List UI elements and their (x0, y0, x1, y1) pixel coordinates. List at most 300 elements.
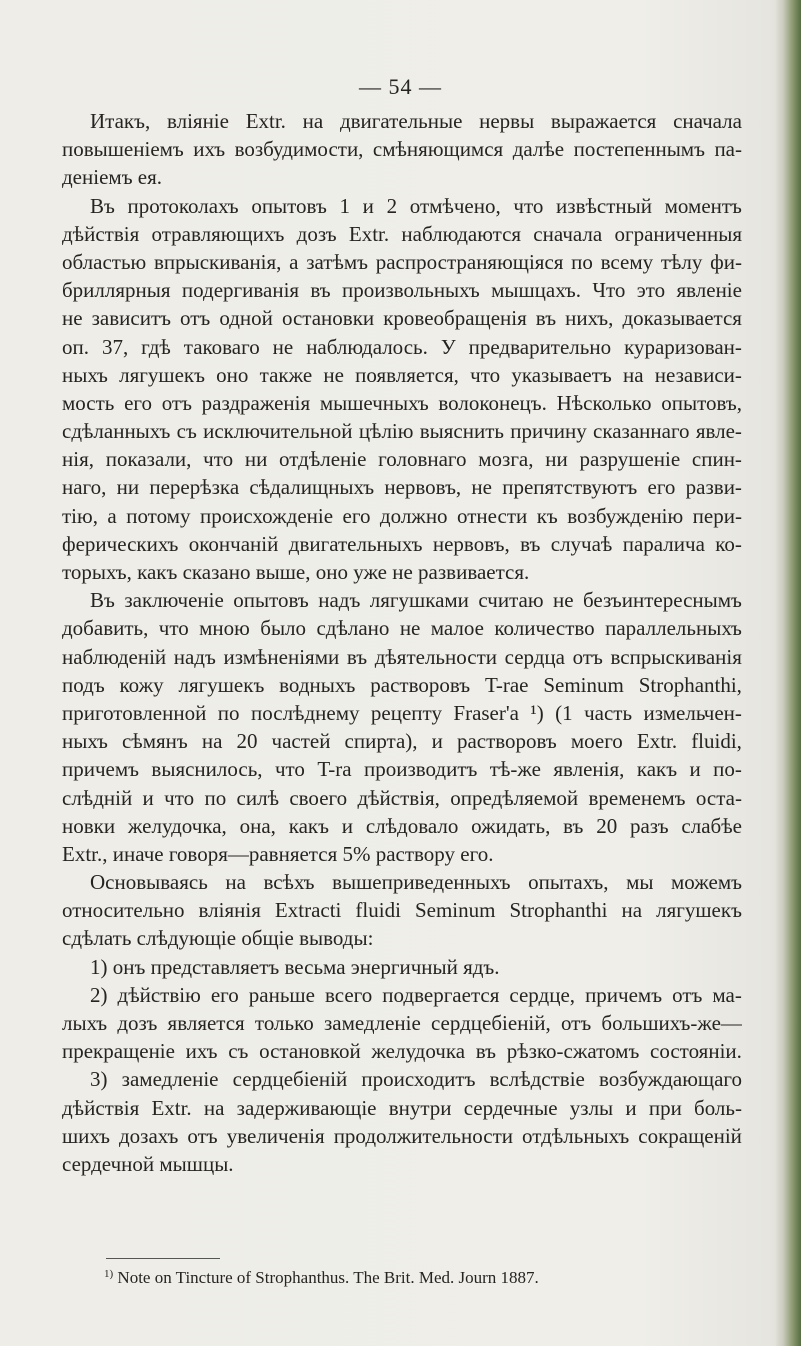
word: Что (592, 278, 626, 303)
word: таковаго (183, 334, 260, 359)
word: шихъ (62, 1123, 110, 1148)
word: желудочка (371, 1039, 466, 1064)
word: дѣйствію (117, 982, 201, 1007)
word: внутри (388, 1095, 452, 1120)
word: временемъ (588, 785, 686, 810)
word: всему (600, 249, 654, 274)
word: растворовъ (456, 729, 557, 754)
word: T-ra (317, 757, 352, 782)
word: постепеннымъ (573, 137, 705, 162)
word: явле- (695, 419, 742, 444)
word: цѣлію (358, 419, 414, 444)
word: сначала (673, 109, 742, 133)
text-line (62, 1037, 742, 1065)
word: отъ (572, 644, 603, 669)
word: Основываясь (90, 870, 208, 895)
line-text: деніемъ ея. (62, 165, 163, 190)
word: лягушекъ (656, 898, 742, 923)
word: тѣлу (660, 249, 703, 274)
word: не (62, 306, 83, 331)
text-line (62, 304, 742, 332)
word: подъ (62, 672, 105, 697)
word: дозъ (117, 1011, 158, 1035)
word: па- (714, 137, 742, 162)
text-line (62, 671, 742, 699)
word: отъ (560, 1011, 592, 1035)
word: прекращеніе (62, 1039, 175, 1064)
text-line (62, 220, 742, 248)
word: по (571, 249, 593, 274)
word: сердца (504, 644, 565, 669)
word: спин- (691, 447, 742, 472)
footnote (104, 1262, 744, 1290)
text-line (62, 868, 742, 896)
word: Seminum (543, 672, 624, 697)
word: отъ (187, 1123, 218, 1148)
word: замедленіе (323, 1011, 421, 1035)
text-line (62, 135, 742, 163)
word: сѣдалищныхъ (249, 475, 375, 500)
word: количество (494, 616, 595, 641)
text-line (62, 473, 742, 501)
word: перерѣзка (149, 475, 240, 500)
word: (1 (555, 700, 573, 725)
word: наблюденій (62, 644, 167, 669)
text-line (62, 1065, 742, 1093)
text-line (62, 1150, 742, 1178)
word: оста- (695, 785, 742, 810)
word: Extr. (348, 221, 390, 246)
word: опредѣляемой (450, 785, 579, 810)
word: не (272, 334, 294, 359)
word: потому (126, 503, 191, 528)
text-line (62, 953, 742, 981)
word: сердцебіеній (232, 1067, 348, 1092)
word: отнести (457, 503, 528, 528)
word: не (323, 362, 344, 387)
word: большихъ-же— (601, 1011, 742, 1035)
word: мость (62, 390, 115, 415)
word: моментъ (664, 193, 742, 218)
word: препятствуютъ (502, 475, 638, 500)
word: окончаній (188, 531, 279, 556)
word: вышеприведенныхъ (332, 870, 511, 895)
word: ма- (712, 982, 742, 1007)
word: одной (219, 306, 273, 331)
word: опытовъ, (661, 390, 742, 415)
word: водныхъ (279, 672, 356, 697)
word: безъинтереснымъ (583, 588, 742, 613)
word: двигательныхъ (288, 531, 423, 556)
word: надъ (318, 588, 361, 613)
word: распространяющіяся (375, 249, 564, 274)
word: Въ (90, 588, 115, 613)
word: по- (713, 757, 742, 782)
word: лыхъ (62, 1011, 108, 1035)
word: рецепту (370, 700, 442, 725)
word: 2 (386, 193, 398, 218)
word: ни (116, 475, 140, 500)
word: выяснилось, (151, 757, 263, 782)
word: T-rae (484, 672, 529, 697)
word: на (302, 109, 324, 133)
word: независи- (654, 362, 742, 387)
word: а (107, 503, 117, 528)
word: fluidi, (691, 729, 742, 754)
word: можемъ (671, 870, 742, 895)
word: и (689, 757, 701, 782)
word: кровеобращенія (383, 306, 527, 331)
word: кураризован- (624, 334, 742, 359)
word: головнаго (378, 447, 467, 472)
word: дѣйствія, (357, 785, 440, 810)
word: заключеніе (124, 588, 224, 613)
word: тѣ-же (489, 757, 541, 782)
word: параллельныхъ (605, 616, 742, 641)
word: является (167, 1011, 245, 1035)
word: какъ (288, 813, 329, 838)
word: что (203, 447, 234, 472)
word: на (622, 362, 644, 387)
word: ферическихъ (62, 531, 179, 556)
word: причемъ (62, 757, 140, 782)
word: гдѣ (141, 334, 171, 359)
word: происхожденіе (199, 503, 334, 528)
word: Въ (90, 193, 115, 218)
word: Strophanthi (509, 898, 608, 923)
word: оп. (62, 334, 89, 359)
word: произвольныхъ (342, 278, 480, 303)
word: тію, (62, 503, 98, 528)
word: сказаннаго (593, 419, 690, 444)
word: подвергается (382, 982, 500, 1007)
word: всѣхъ (263, 870, 315, 895)
text-line (62, 1094, 742, 1122)
word: продолжительности (333, 1123, 514, 1148)
word: состояніи. (650, 1039, 742, 1064)
word: Extracti (274, 898, 342, 923)
word: дозъ (296, 221, 337, 246)
text-line (62, 586, 742, 614)
word: подергиванія (181, 278, 300, 303)
word: ¹) (530, 700, 544, 725)
word: ограниченныя (614, 221, 742, 246)
word: Нѣсколько (556, 390, 652, 415)
word: лягушекъ (178, 672, 265, 697)
text-line (62, 924, 742, 952)
word: сдѣлано (316, 616, 390, 641)
word: что (470, 362, 501, 387)
word: явленіе (676, 278, 742, 303)
text-line (62, 727, 742, 755)
page-number: — 54 — (359, 74, 442, 99)
text-line (62, 643, 742, 671)
word: 2) (90, 982, 108, 1007)
word: и (625, 1095, 637, 1120)
word: добавить, (62, 616, 149, 641)
text-line (62, 389, 742, 417)
word: фи- (710, 249, 742, 274)
word: въ (535, 306, 557, 331)
word: fluidi (355, 898, 401, 923)
word: происходитъ (361, 1067, 476, 1092)
text-line (62, 981, 742, 1009)
word: его (210, 982, 239, 1007)
word: случаѣ (550, 531, 613, 556)
footnote-text: Note on Tincture of Strophanthus. The Brit. Med. Journ 1887. (117, 1268, 539, 1287)
word: выяснить (419, 419, 504, 444)
word: разви- (685, 475, 742, 500)
word: желудочка, (127, 813, 227, 838)
word: выражается (550, 109, 657, 133)
footnote-rule (106, 1258, 220, 1259)
text-line (62, 248, 742, 276)
word: было (260, 616, 307, 641)
word: возбужденію (567, 503, 684, 528)
word: Strophanthi, (638, 672, 742, 697)
body-text (62, 107, 742, 1178)
text-line (62, 558, 742, 586)
word: нервовъ, (432, 531, 510, 556)
word: какъ (636, 757, 678, 782)
word: опытахъ, (528, 870, 609, 895)
word: сокращеній (638, 1123, 742, 1148)
word: и (341, 813, 354, 838)
word: малое (430, 616, 484, 641)
text-line (62, 192, 742, 220)
word: новки (62, 813, 116, 838)
word: послѣднему (250, 700, 360, 725)
word: паралича (622, 531, 705, 556)
word: измельчен- (643, 700, 742, 725)
word: задерживающіе (236, 1095, 377, 1120)
word: областью (62, 249, 147, 274)
word: наго, (62, 475, 107, 500)
word: протоколахъ (127, 193, 239, 218)
word: считаю (478, 588, 544, 613)
word: ныхъ (62, 362, 108, 387)
word: слѣдовало (365, 813, 459, 838)
word: ни (244, 447, 268, 472)
word: не (471, 475, 492, 500)
text-line (62, 896, 742, 924)
word: слѣдній (62, 785, 133, 810)
word: Extr. (636, 729, 678, 754)
word: только (254, 1011, 314, 1035)
word: узлы (569, 1095, 614, 1120)
word: появляется, (355, 362, 459, 387)
text-line (62, 276, 742, 304)
word: бриллярныя (62, 278, 171, 303)
word: нихъ, (565, 306, 614, 331)
text-line (62, 502, 742, 530)
word: и (431, 729, 443, 754)
word: въ (310, 278, 331, 303)
word: рѣзко-сжатомъ (506, 1039, 640, 1064)
line-text: сердечной мышцы. (62, 1151, 234, 1176)
word: Extr. (245, 109, 286, 133)
word: относительно (62, 898, 185, 923)
word: что (164, 785, 195, 810)
word: часть (584, 700, 633, 725)
word: растворовъ (370, 672, 471, 697)
word: не (552, 588, 574, 613)
word: на (203, 1095, 225, 1120)
word: сѣмянъ (121, 729, 188, 754)
word: замедленіе (121, 1067, 219, 1092)
text-line (62, 755, 742, 783)
word: остановки (281, 306, 375, 331)
word: ихъ (193, 137, 226, 162)
word: У (440, 334, 456, 359)
text-line (62, 784, 742, 812)
word: съ (176, 419, 197, 444)
word: спирта), (344, 729, 418, 754)
word: опытовъ (233, 588, 309, 613)
word: его (124, 390, 152, 415)
word: мы (626, 870, 654, 895)
word: повышеніемъ (62, 137, 184, 162)
word: силѣ (236, 785, 279, 810)
text-line (62, 840, 742, 868)
word: исключительной (203, 419, 353, 444)
word: вліянія (198, 898, 261, 923)
word: также (259, 362, 313, 387)
word: на (225, 870, 246, 895)
word: что (513, 193, 544, 218)
word: нія, (62, 447, 94, 472)
text-line (62, 530, 742, 558)
text-line (62, 1009, 742, 1037)
word: причину (510, 419, 587, 444)
word: оно (216, 362, 249, 387)
word: должно (379, 503, 448, 528)
word: наблюдаются (401, 221, 522, 246)
word: его (647, 475, 676, 500)
text-line (62, 699, 742, 727)
word: боль- (694, 1095, 742, 1120)
word: вслѣдствіе (489, 1067, 585, 1092)
word: двигательные (339, 109, 463, 133)
word: Fraser'a (453, 700, 519, 725)
word: ихъ (185, 1039, 218, 1064)
word: слабѣе (681, 813, 742, 838)
word: мною (199, 616, 250, 641)
word: всего (324, 982, 373, 1007)
text-line (62, 107, 742, 135)
word: 20 (236, 729, 258, 754)
word: и (142, 785, 154, 810)
word: измѣненіями (223, 644, 340, 669)
word: это (636, 278, 666, 303)
word: по (204, 785, 227, 810)
word: лягушекъ (119, 362, 205, 387)
word: пери- (692, 503, 742, 528)
word: дѣйствія (62, 1095, 140, 1120)
word: показали, (105, 447, 192, 472)
word: отъ (672, 982, 703, 1007)
word: возбудимости, (234, 137, 364, 162)
word: явленія, (553, 757, 625, 782)
word: причемъ (585, 982, 663, 1007)
word: отдѣленіе (279, 447, 367, 472)
line-text: Extr., иначе говоря—равняется 5% раствору его. (62, 841, 494, 866)
word: частей (271, 729, 331, 754)
word: кожу (119, 672, 164, 697)
word: ожидать, (471, 813, 551, 838)
page-spine-edge (775, 0, 801, 1346)
word: отмѣчено, (409, 193, 501, 218)
word: сдѣланныхъ (62, 419, 171, 444)
word: сначала (533, 221, 603, 246)
word: и (362, 193, 374, 218)
word: мышечныхъ (319, 390, 429, 415)
word: Extr. (151, 1095, 192, 1120)
word: его (342, 503, 371, 528)
word: остановкой (259, 1039, 361, 1064)
text-line (62, 163, 742, 191)
word: лягушками (369, 588, 469, 613)
word: отъ (180, 306, 211, 331)
word: вліяніе (166, 109, 229, 133)
word: сердце, (509, 982, 576, 1007)
word: къ (536, 503, 558, 528)
line-text: сдѣлать слѣдующіе общіе выводы: (62, 926, 374, 951)
word: сердцебіеній, (430, 1011, 551, 1035)
word: не (399, 616, 421, 641)
word: затѣмъ (306, 249, 368, 274)
word: далѣе (512, 137, 565, 162)
word: она, (239, 813, 276, 838)
word: дозахъ (119, 1123, 179, 1148)
word: ко- (715, 531, 742, 556)
word: мышцахъ. (491, 278, 581, 303)
word: ныхъ (62, 729, 108, 754)
text-line (62, 812, 742, 840)
word: разъ (629, 813, 669, 838)
line-text: торыхъ, какъ сказано выше, оно уже не развивается. (62, 560, 530, 584)
text-line (62, 417, 742, 445)
text-line (62, 361, 742, 389)
word: по (217, 700, 240, 725)
word: раздраженія (201, 390, 311, 415)
word: отдѣльныхъ (522, 1123, 630, 1148)
word: а (289, 249, 299, 274)
line-text: 1) онъ представляетъ весьма энергичный ядъ. (90, 954, 500, 979)
word: 20 (596, 813, 618, 838)
word: нервовъ, (384, 475, 462, 500)
word: надъ (173, 644, 216, 669)
word: что (274, 757, 305, 782)
word: дѣятельности (374, 644, 498, 669)
word: моего (570, 729, 623, 754)
word: отравляющихъ (151, 221, 285, 246)
word: отъ (161, 390, 192, 415)
word: 3) (90, 1067, 108, 1092)
word: нервы (479, 109, 535, 133)
word: въ (520, 531, 541, 556)
footnote-marker: 1) (104, 1268, 114, 1280)
word: впрыскиванія, (153, 249, 282, 274)
word: на (201, 729, 223, 754)
word: что (158, 616, 189, 641)
word: вспрыскиванія (610, 644, 742, 669)
word: производитъ (363, 757, 478, 782)
text-line (62, 445, 742, 473)
word: возбуждающаго (599, 1067, 742, 1092)
word: доказывается (622, 306, 742, 331)
word: 1 (339, 193, 350, 218)
